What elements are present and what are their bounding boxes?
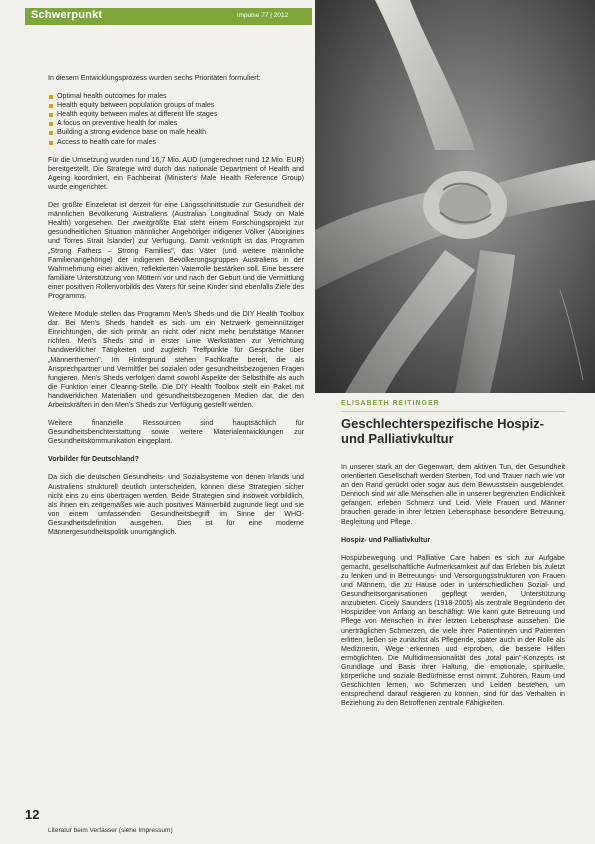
paragraph: Weitere finanzielle Ressourcen sind hauptsächlich für Gesundheitsberichterstattung sowie weitere Materialentwicklungen zur Gesundheitskommunikation eingeplant. bbox=[48, 419, 304, 446]
list-item: Health equity between population groups of males bbox=[48, 101, 304, 110]
footnote: Literatur beim Verfasser (siehe Impressum) bbox=[48, 827, 173, 834]
paragraph: In unserer stark an der Gegenwart, dem aktiven Tun, der Gesundheit orientierten Gesellschaft werden Sterben, Tod und Trauer nach wie vor an den Rand gerückt oder sogar aus dem Bewusstsein ausgeblendet. Dennoch sind wir alle Menschen alle in unserer begrenzten Endlichkeit gefangen, erleben Schmerz und Leid. Viele Frauen und Männer brauchen gerade in ihrer letzten Lebensphase besondere Betreuung, Begleitung und Pflege. bbox=[341, 463, 565, 526]
issue-label: impulse 77 | 2012 bbox=[237, 12, 289, 19]
intro-paragraph: In diesem Entwicklungsprozess wurden sechs Prioritäten formuliert: bbox=[48, 74, 261, 82]
priority-list bbox=[48, 92, 304, 147]
list-item: Optimal health outcomes for males bbox=[48, 92, 304, 101]
hands-photo-illustration bbox=[315, 0, 595, 393]
bullet-icon bbox=[49, 122, 53, 126]
article-author: ELISABETH REITINGER bbox=[341, 400, 440, 407]
section-title: Schwerpunkt bbox=[31, 9, 103, 21]
bullet-icon bbox=[49, 113, 53, 117]
list-item: Access to health care for males bbox=[48, 138, 304, 147]
bullet-icon bbox=[49, 104, 53, 108]
list-item: Building a strong evidence base on male health bbox=[48, 128, 304, 137]
bullet-icon bbox=[49, 141, 53, 145]
subheading: Hospiz- und Palliativkultur bbox=[341, 535, 431, 544]
paragraph: Weitere Module stellen das Programm Men's Sheds und die DIY Health Toolbox dar. Bei Men's Sheds handelt es sich um ein Netzwerk gemeinnütziger Einrichtungen, die sich primär an nicht oder nicht mehr berufstätige Männer richten. Men's Sheds sind in erster Linie Werkstätten zur Verrichtung handwerklicher Tätigkeiten und zugleich Treffpunkte für Gespräche über „Männerthemen". Im Hintergrund stehen Fachkräfte bereit, die als Ansprechpartner und Vermittler bei sozialen oder gesundheitsbezogenen Fragen fungieren. Men's Sheds verfolgen damit sowohl Aspekte der Selbsthilfe als auch die Funktion einer Clearing-Stelle. Die DIY Health Toolbox stellt ein Paket mit handwerklichen Materialien und gesundheitsbezogenen Medien dar, die den Arbeitskräften in den Men's Sheds zur Verfügung gestellt werden. bbox=[48, 310, 304, 409]
bullet-icon bbox=[49, 95, 53, 99]
paragraph: Der größte Einzeletat ist derzeit für eine Längsschnittstudie zur Gesundheit der männlichen Bevölkerung Australiens (Australian Longitudinal Study on Male Health) vorgesehen. Der zweitgrößte Etat steht einem Forschungsprojekt zur gesundheitlichen Situation männlicher Angehöriger indigener Völker (Aborigines und Torres Strait Islander) zur Verfügung. Damit verknüpft ist das Programm „Strong Fathers – Strong Families", das Väter (und weitere männliche Familienangehörige) der indigenen Bevölkerungsgruppen Australiens in der Wahrnehmung einer aktiven, reflektierten Vaterrolle bestärken soll. Eine bessere familiäre Unterstützung von Müttern vor und nach der Geburt und die Vermittlung einer positiven Rollenvorbilds des Vaters für seine Kinder sind ebenfalls Ziele des Programms. bbox=[48, 201, 304, 300]
left-column bbox=[48, 74, 304, 546]
list-item: A focus on preventive health for males bbox=[48, 119, 304, 128]
page-number: 12 bbox=[25, 807, 40, 822]
right-column bbox=[341, 463, 565, 717]
article-title: Geschlechterspezifische Hospiz- und Palliativkultur bbox=[341, 416, 545, 446]
divider bbox=[341, 411, 565, 412]
section-header-bar bbox=[25, 8, 312, 25]
paragraph: Hospizbewegung und Palliative Care haben es sich zur Aufgabe gemacht, gesellschaftliche Aufmerksamkeit auf das Erleben bis zuletzt zu lenken und in Betreuungs- und Versorgungsstrukturen von Frauen und Männern, die zu Hause oder in unterschiedlichen Sozial- und Gesundheitsorganisationen gepflegt werden, Unterstützung anzubieten. Cicely Saunders (1918-2005) als zentrale Begründerin der Hospizidee von Anfang an beschäftigt: Wie kann gute Betreuung und Pflege von Menschen in ihrer letzten Lebensphase aussehen. Die unerträglichen Schmerzen, die viele ihrer Patientinnen und Patienten erlitten, ließen sie zunächst als Pflegende, später auch in der Rolle als Medizinerin, Wege erkennen und erproben, die bessere Hilfen ermöglichten. Die Multidimensionalität des „total pain"-Konzepts ist Grundlage und Basis ihrer Haltung, die emotionale, spirituelle, körperliche und soziale Bedürfnisse ernst nimmt. Zuhören, Raum und Geschichten lernen, wo Schmerzen und Leiden bestehen, um entsprechend darauf reagieren zu können, sind für das Verhalten in Beziehung zu den Betroffenen zentrale Fähigkeiten. bbox=[341, 553, 565, 708]
paragraph: Für die Umsetzung wurden rund 16,7 Mio. AUD (umgerechnet rund 12 Mio. EUR) bereitgestellt. Die Strategie wird durch das nationale Department of Health and Ageing koordiniert, ein Fachbeirat (Minister's Male Health Reference Group) wurde eingerichtet. bbox=[48, 155, 304, 191]
paragraph: Da sich die deutschen Gesundheits- und Sozialsysteme von denen Irlands und Australiens strukturell deutlich unterscheiden, können diese Strategien sicher nicht eins zu eins übertragen werden. Beide Strategien sind insoweit vorbildlich, als ihnen ein zeitgemäßes wie auch positives Männerbild zugrunde liegt und sie von einem umfassenden Gesundheitsbegriff im Sinne der WHO-Gesundheitsdefinition ausgehen. Dies ist für eine moderne Männergesundheitspolitik unumgänglich. bbox=[48, 473, 304, 537]
list-item: Health equity between males at different life stages bbox=[48, 110, 304, 119]
subheading: Vorbilder für Deutschland? bbox=[48, 455, 139, 464]
bullet-icon bbox=[49, 131, 53, 135]
hands-photo bbox=[315, 0, 595, 393]
